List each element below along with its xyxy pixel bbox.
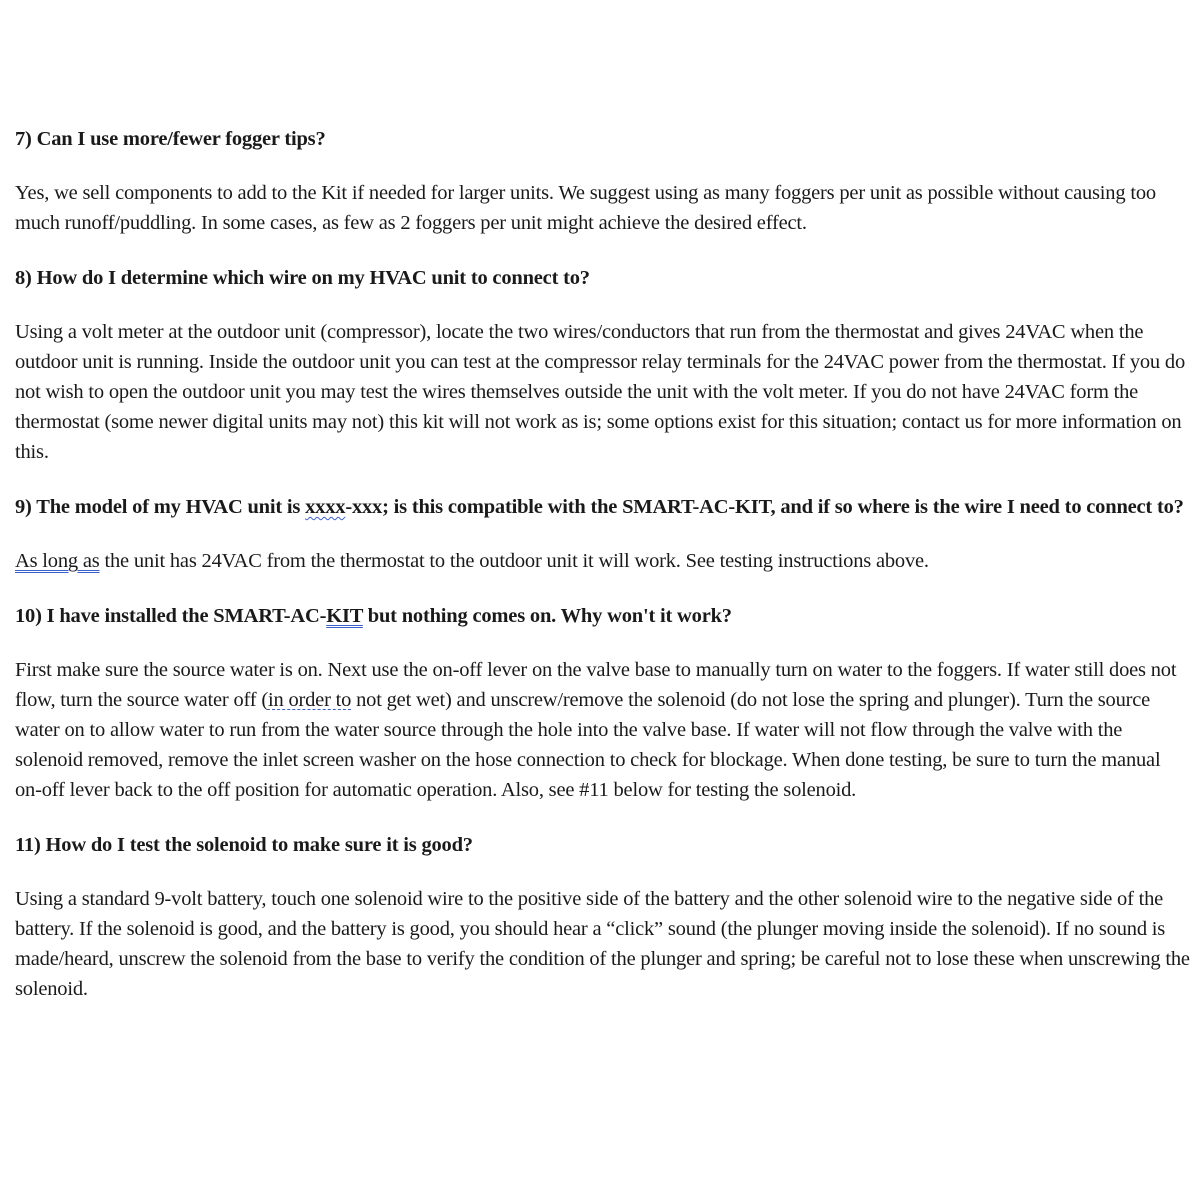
question-9 bbox=[15, 492, 1190, 522]
question-9-text-start: 9) The model of my HVAC unit is bbox=[15, 496, 306, 518]
question-10-text-end: but nothing comes on. Why won't it work? bbox=[362, 605, 732, 627]
grammar-mark[interactable]: As long as bbox=[15, 550, 100, 572]
answer-8: Using a volt meter at the outdoor unit (compressor), locate the two wires/conductors that run from the thermostat and gives 24VAC when the outdoor unit is running. Inside the outdoor unit you can test at the compressor relay terminals for the 24VAC power from the thermostat. If you do not wish to open the outdoor unit you may test the wires themselves outside the unit with the volt meter. If you do not have 24VAC form the thermostat (some newer digital units may not) this kit will not work as is; some options exist for this situation; contact us for more information on this. bbox=[15, 321, 1186, 463]
question-10 bbox=[15, 601, 1190, 631]
faq-document bbox=[15, 124, 1190, 1004]
question-7: 7) Can I use more/fewer fogger tips? bbox=[15, 128, 326, 150]
question-9-text-end: -xxx; is this compatible with the SMART-AC-KIT, and if so where is the wire I need to connect to? bbox=[345, 496, 1184, 518]
question-11: 11) How do I test the solenoid to make sure it is good? bbox=[15, 834, 473, 856]
grammar-mark[interactable]: KIT bbox=[326, 605, 363, 627]
question-10-text-start: 10) I have installed the SMART-AC- bbox=[15, 605, 327, 627]
question-8: 8) How do I determine which wire on my HVAC unit to connect to? bbox=[15, 267, 590, 289]
answer-10-text-end: not get wet) and unscrew/remove the solenoid (do not lose the spring and plunger). Turn the source water on to allow water to run from the water source through the hole into the valve base. If water will not flow through the valve with the solenoid removed, remove the inlet screen washer on the hose connection to check for blockage. When done testing, be sure to turn the manual on-off lever back to the off position for automatic operation. Also, see #11 below for testing the solenoid. bbox=[15, 689, 1161, 801]
answer-9 bbox=[15, 546, 1190, 576]
answer-11: Using a standard 9-volt battery, touch one solenoid wire to the positive side of the battery and the other solenoid wire to the negative side of the battery. If the solenoid is good, and the battery is good, you should hear a “click” sound (the plunger moving inside the solenoid). If no sound is made/heard, unscrew the solenoid from the base to verify the condition of the plunger and spring; be careful not to lose these when unscrewing the solenoid. bbox=[15, 888, 1190, 1000]
answer-9-text: the unit has 24VAC from the thermostat to the outdoor unit it will work. See testing instructions above. bbox=[99, 550, 929, 572]
style-suggestion-mark[interactable]: in order to bbox=[267, 689, 352, 711]
spellcheck-mark[interactable]: xxxx bbox=[305, 496, 346, 518]
answer-10 bbox=[15, 655, 1190, 805]
answer-7: Yes, we sell components to add to the Kit if needed for larger units. We suggest using as many foggers per unit as possible without causing too much runoff/puddling. In some cases, as few as 2 foggers per unit might achieve the desired effect. bbox=[15, 182, 1156, 234]
answer-10-text-start: First make sure the source water is on. Next use the on-off lever on the valve base to manually turn on water to the foggers. If water still does not flow, turn the source water off ( bbox=[15, 659, 1177, 711]
